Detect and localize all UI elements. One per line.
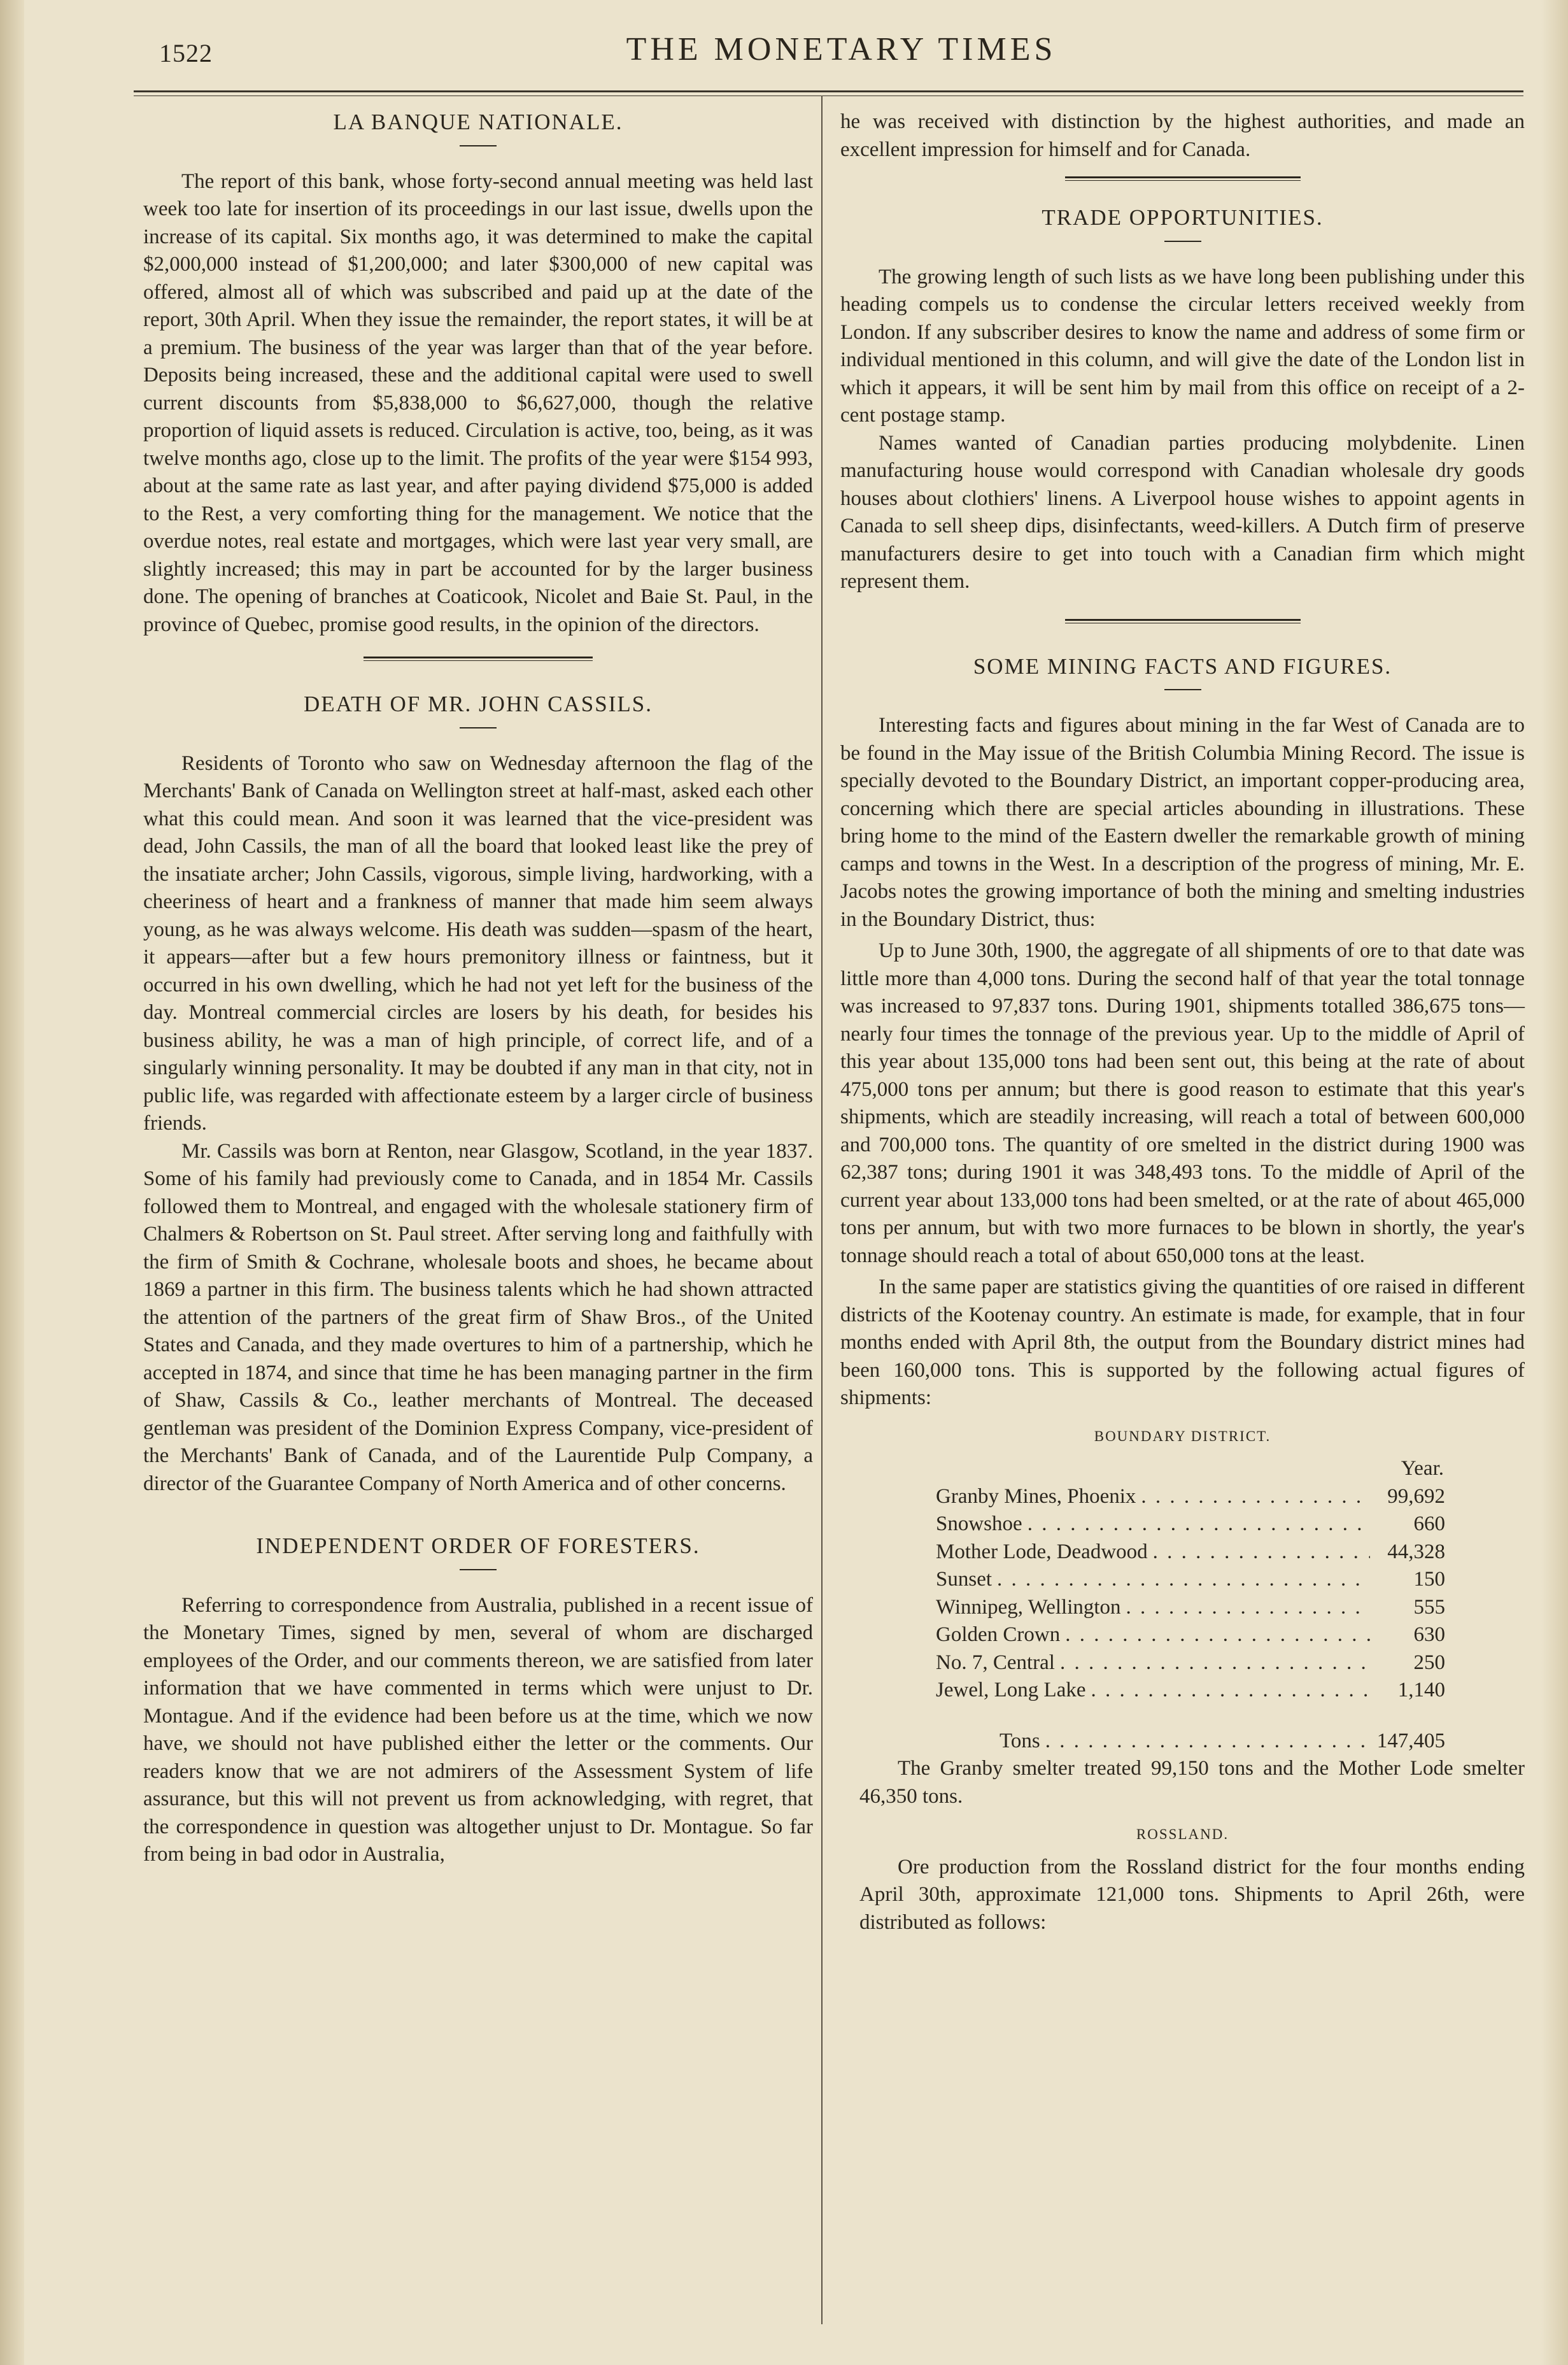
row-value: 555 — [1413, 1595, 1445, 1619]
table-column-header: Year. — [1401, 1457, 1444, 1480]
paragraph: The growing length of such lists as we have long been publishing under this heading compels us to condense the circular letters received weekly from London. If any subscriber desires to know the name and address of some firm or individual mentioned in this column, and will give the date of the London list in which it appears, it will be sent him by mail from this office on receipt of a 2-cent postage stamp. — [840, 265, 1525, 427]
article-title: TRADE OPPORTUNITIES. — [1042, 205, 1324, 230]
table-row — [936, 1621, 1445, 1649]
table-row — [936, 1538, 1445, 1566]
paragraph: Residents of Toronto who saw on Wednesday afternoon the flag of the Merchants' Bank of Canada on Wellington street at half-mast, asked each other what this could mean. And soon it was learned that the vice-president was dead, John Cassils, the man of all the board that looked least like the prey of the insatiate archer; John Cassils, vigorous, simple living, hardworking, with a cheeriness of heart and a frankness of manner that made him seem always young, as he was always welcome. His death was sudden—spasm of the heart, it appears—after but a few hours premonitory illness or faintness, but it occurred in his own dwelling, which he had not yet left for the business of the day. Montreal commercial circles are losers by his death, for besides his business ability, he was a man of high principle, of correct life, and of a singularly winning personality. It may be doubted if any man in that city, not in public life, was regarded with affectionate esteem by a larger circle of business friends. — [143, 751, 813, 1135]
total-label: Tons — [999, 1729, 1040, 1752]
table-title: BOUNDARY DISTRICT. — [1094, 1428, 1271, 1444]
article-la-banque-nationale — [143, 108, 813, 639]
row-value: 250 — [1413, 1651, 1445, 1674]
article-title: LA BANQUE NATIONALE. — [333, 110, 623, 134]
page-number: 1522 — [159, 39, 213, 67]
section-divider — [1065, 176, 1301, 181]
title-rule — [460, 145, 497, 146]
row-name: Golden Crown — [936, 1623, 1061, 1646]
continued-paragraph: he was received with distinction by the highest authorities, and made an excellent impression for himself and for Canada. — [840, 110, 1525, 161]
page-edge-shadow-right — [1541, 0, 1568, 2365]
quoted-paragraph: Up to June 30th, 1900, the aggregate of all shipments of ore to that date was little more than 4,000 tons. During the second half of that year the total tonnage was increased to 97,837 tons. During 1901, shipments totalled 386,675 tons—nearly four times the tonnage of the previous year. Up to the middle of April of this year about 135,000 tons had been sent out, this being at the rate of about 475,000 tons per annum; but there is good reason to estimate that this year's shipments, which are steadily increasing, will reach a total of between 600,000 and 700,000 tons. The quantity of ore smelted in the district during 1900 was 62,387 tons; during 1901 it was 348,493 tons. To the middle of April of the current year about 133,000 tons had been smelted, or at the rate of about 465,000 tons per annum, but with two more furnaces to be blown in shortly, the year's tonnage should reach a total of about 650,000 tons at the least. — [840, 939, 1525, 1267]
table-rows — [936, 1483, 1445, 1705]
article-death-of-john-cassils — [143, 690, 813, 1498]
paragraph: In the same paper are statistics giving the quantities of ore raised in different districts of the Kootenay country. An estimate is made, for example, that in four months ended with April 8th, the output from the Boundary district mines had been 160,000 tons. This is supported by the following actual figures of shipments: — [840, 1275, 1525, 1409]
section-divider — [364, 657, 593, 661]
paragraph: Ore production from the Rossland district for the four months ending April 30th, approximate 121,000 tons. Shipments to April 26th, were distributed as follows: — [859, 1855, 1525, 1934]
boundary-district-table — [936, 1455, 1445, 1755]
table-row — [936, 1483, 1445, 1511]
row-value: 1,140 — [1397, 1679, 1445, 1701]
paragraph: Mr. Cassils was born at Renton, near Glasgow, Scotland, in the year 1837. Some of his family had previously come to Canada, and in 1854 Mr. Cassils followed them to Montreal, and engaged with the wholesale stationery firm of Chalmers & Robertson on St. Paul street. After serving long and faithfully with the firm of Smith & Cochrane, wholesale boots and shoes, he became about 1869 a partner in this firm. The business talents which he had shown attracted the attention of the partners of the great firm of Shaw Bros., of the United States and Canada, and they made overtures to him of a partnership, which he accepted in 1874, and since that time he has been managing partner in the firm of Shaw, Cassils & Co., leather merchants of Montreal. The deceased gentleman was president of the Dominion Express Company, vice-president of the Merchants' Bank of Canada, and of the Laurentide Pulp Company, a director of the Guarantee Company of North America and of other concerns. — [143, 1139, 813, 1495]
article-some-mining-facts — [840, 653, 1525, 1937]
title-rule — [1164, 241, 1201, 242]
right-column — [840, 108, 1525, 1936]
row-name: Mother Lode, Deadwood — [936, 1540, 1148, 1563]
row-name: Sunset — [936, 1568, 992, 1591]
article-title: DEATH OF MR. JOHN CASSILS. — [304, 692, 653, 716]
masthead: THE MONETARY TIMES — [626, 31, 1057, 67]
paragraph: Names wanted of Canadian parties producing molybdenite. Linen manufacturing house would correspond with Canadian wholesale dry goods houses about clothiers' linens. A Liverpool house wishes to appoint agents in Canada to sell sheep dips, disinfectants, weed-killers. A Dutch firm of preserve manufacturers desire to get into touch with a Canadian firm which might represent them. — [840, 431, 1525, 593]
row-value: 99,692 — [1387, 1484, 1445, 1508]
paragraph: The report of this bank, whose forty-second annual meeting was held last week too late for insertion of its proceedings in our last issue, dwells upon the increase of its capital. Six months ago, it was determined to make the capital $2,000,000 instead of $1,200,000; and later $300,000 of new capital was offered, almost all of which was subscribed and paid up at the date of the report, 30th April. When they issue the remainder, the report states, it will be at a premium. The business of the year was larger than that of the year before. Deposits being increased, these and the additional capital were used to swell current discounts from $5,838,000 to $6,627,000, though the relative proportion of liquid assets is reduced. Circulation is active, too, being, as it was twelve months ago, close up to the limit. The profits of the year were $154 993, about at the same rate as last year, and after paying dividend $75,000 is added to the Rest, a very comforting thing for the management. We notice that the overdue notes, real estate and mortgages, which were last year very small, are slightly increased; this may in part be accounted for by the larger business done. The opening of branches at Coaticook, Nicolet and Baie St. Paul, in the province of Quebec, promise good results, in the opinion of the directors. — [143, 169, 813, 636]
paragraph: Interesting facts and figures about mining in the far West of Canada are to be found in the May issue of the British Columbia Mining Record. The issue is specially devoted to the Boundary District, an important copper-producing area, concerning which there are special articles abounding in illustrations. These bring home to the mind of the Eastern dweller the remarkable growth of mining camps and towns in the West. In a description of the progress of mining, Mr. E. Jacobs notes the growing importance of both the mining and smelting industries in the Boundary District, thus: — [840, 714, 1525, 931]
table-row — [936, 1594, 1445, 1622]
row-value: 660 — [1413, 1512, 1445, 1535]
paragraph: The Granby smelter treated 99,150 tons and the Mother Lode smelter 46,350 tons. — [859, 1757, 1525, 1808]
row-name: Snowshoe — [936, 1512, 1022, 1535]
row-value: 630 — [1413, 1623, 1445, 1646]
row-name: Winnipeg, Wellington — [936, 1595, 1121, 1619]
row-name: No. 7, Central — [936, 1651, 1055, 1674]
title-rule — [1164, 689, 1201, 690]
table-row — [936, 1510, 1445, 1538]
page-header — [159, 24, 1523, 94]
article-independent-order-of-foresters — [143, 1532, 813, 1869]
table-row — [936, 1649, 1445, 1677]
table-total-row — [936, 1728, 1445, 1756]
row-value: 44,328 — [1387, 1540, 1445, 1563]
row-value: 150 — [1413, 1568, 1445, 1591]
table-row — [936, 1566, 1445, 1594]
row-name: Jewel, Long Lake — [936, 1679, 1086, 1701]
left-column — [143, 108, 813, 1869]
subsection-title: ROSSLAND. — [1136, 1826, 1229, 1842]
table-row — [936, 1677, 1445, 1705]
total-value: 147,405 — [1376, 1729, 1445, 1752]
title-rule — [460, 727, 497, 728]
title-rule — [460, 1569, 497, 1570]
paragraph: Referring to correspondence from Australia, published in a recent issue of the Monetary Times, signed by men, several of whom are discharged employees of the Order, and our comments thereon, we are satisfied from later information that we have commented in terms which were unjust to Dr. Montague. And if the evidence had been before us at the time, which we now have, we should not have published either the letter or the comments. Our readers know that we are not admirers of the Assessment System of life assurance, but this will not prevent us from acknowledging, with regret, that the correspondence in question was altogether unjust to Dr. Montague. So far from being in bad odor in Australia, — [143, 1593, 813, 1866]
article-trade-opportunities — [840, 204, 1525, 596]
article-title: INDEPENDENT ORDER OF FORESTERS. — [256, 1533, 700, 1558]
article-title: SOME MINING FACTS AND FIGURES. — [973, 653, 1392, 679]
row-name: Granby Mines, Phoenix — [936, 1484, 1136, 1508]
column-divider — [821, 96, 823, 2324]
page-edge-shadow — [0, 0, 24, 2365]
section-divider — [1065, 619, 1301, 623]
header-rule — [134, 90, 1523, 92]
